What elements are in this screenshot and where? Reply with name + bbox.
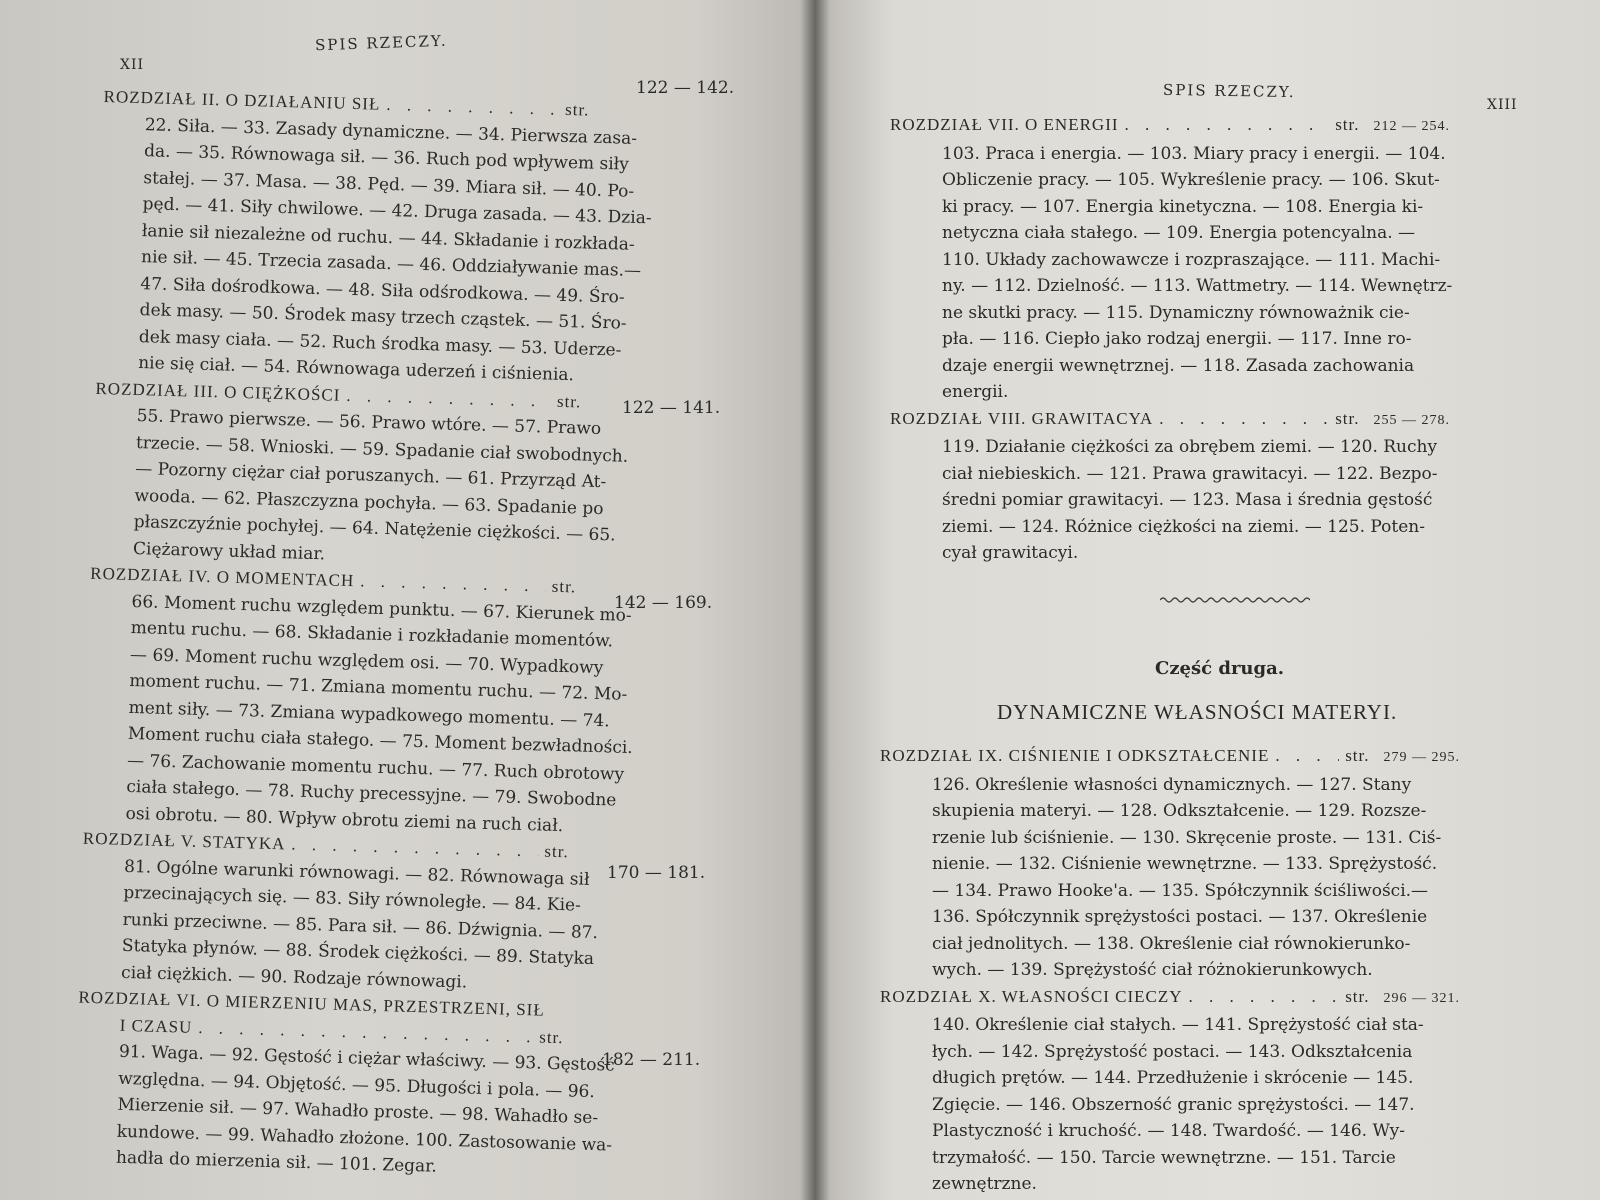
- toc-line: 140. Określenie ciał stałych. — 141. Sprężystość ciał sta-: [932, 1015, 1424, 1035]
- running-head: SPIS RZECZY.: [1162, 80, 1296, 102]
- toc-line: ziemi. — 124. Różnice ciężkości na ziemi. — 125. Poten-: [942, 516, 1425, 537]
- toc-line: 55. Prawo pierwsze. — 56. Prawo wtóre. — 57. Prawo: [136, 406, 602, 440]
- toc-line: ment siły. — 73. Zmiana wypadkowego momentu. — 74.: [128, 697, 610, 731]
- toc-line: łych. — 142. Sprężystość postaci. — 143. Odkształcenia: [932, 1041, 1413, 1062]
- chapter-heading: ROZDZIAŁ VI. O MIERZENIU MAS, PRZESTRZENI, SIŁ: [78, 987, 545, 1020]
- toc-line: 126. Określenie własności dynamicznych. — 127. Stany: [932, 774, 1412, 795]
- toc-line: dzaje energii wewnętrznej. — 118. Zasada zachowania: [942, 355, 1415, 376]
- toc-line: względna. — 94. Objętość. — 95. Długości i pola. — 96.: [117, 1068, 596, 1102]
- book-gutter: [800, 0, 830, 1200]
- toc-line: — 134. Prawo Hooke'a. — 135. Spółczynnik ściśliwości.—: [932, 880, 1429, 901]
- toc-line: moment ruchu. — 71. Zmiana momentu ruchu. — 72. Mo-: [129, 670, 628, 705]
- toc-line: — Pozorny ciężar ciał poruszanych. — 61. Przyrząd At-: [134, 459, 607, 493]
- page-range: 142 — 169.: [614, 593, 713, 613]
- toc-line: energii.: [942, 382, 1009, 402]
- chapter-heading-cont: I CZASU . . . str.: [77, 1011, 578, 1051]
- toc-line: — 76. Zachowanie momentu ruchu. — 77. Ruch obrotowy: [126, 750, 625, 785]
- toc-line: osi obrotu. — 80. Wpływ obrotu ziemi na ruch ciał.: [125, 803, 564, 836]
- toc-line: netyczna ciała stałego. — 109. Energia potencyalna. —: [942, 223, 1416, 243]
- toc-line: Moment ruchu ciała stałego. — 75. Moment bezwładności.: [127, 723, 633, 759]
- toc-line: Plastyczność i kruchość. — 148. Twardość. — 146. Wy-: [932, 1121, 1405, 1141]
- toc-line: kundowe. — 99. Wahadło złożone. 100. Zastosowanie wa-: [116, 1121, 613, 1156]
- page-range: 279 — 295.: [1383, 750, 1460, 765]
- ornament-divider: [1160, 596, 1310, 604]
- chapter-heading: ROZDZIAŁ VII. O ENERGII . . . str. 212 — 254.: [890, 112, 1450, 141]
- toc-line: długich prętów. — 144. Przedłużenie i skrócenie — 145.: [932, 1068, 1414, 1088]
- toc-line: rzenie lub ściśnienie. — 130. Skręcenie proste. — 131. Ciś-: [932, 827, 1442, 848]
- toc-line: nie się ciał. — 54. Równowaga uderzeń i ciśnienia.: [137, 353, 575, 386]
- chapter-heading: ROZDZIAŁ V. STATYKA . . . str.: [83, 826, 584, 866]
- toc-line: dek masy ciała. — 52. Ruch środka masy. — 53. Uderze-: [138, 326, 622, 361]
- page-range: 182 — 211.: [602, 1050, 701, 1070]
- toc-line: Mierzenie sił. — 97. Wahadło proste. — 98. Wahadło se-: [117, 1094, 599, 1129]
- page-range: 255 — 278.: [1373, 412, 1450, 428]
- toc-line: 110. Układy zachowawcze i rozpraszające. — 111. Machi-: [942, 249, 1441, 270]
- page-number: XIII: [1487, 97, 1518, 113]
- toc-line: ne skutki pracy. — 115. Dynamiczny równoważnik cie-: [942, 302, 1410, 323]
- toc-line: zewnętrzne.: [932, 1174, 1037, 1194]
- toc-line: 103. Praca i energia. — 103. Miary pracy i energii. — 104.: [942, 143, 1446, 164]
- toc-line: 47. Siła dośrodkowa. — 48. Siła odśrodkowa. — 49. Śro-: [140, 273, 625, 308]
- chapter-heading: ROZDZIAŁ III. O CIĘŻKOŚCI . . . str.: [95, 375, 596, 415]
- toc-line: 136. Spółczynnik sprężystości postaci. — 137. Określenie: [932, 907, 1428, 927]
- page-range: 122 — 141.: [622, 398, 721, 418]
- toc-line: średni pomiar grawitacyi. — 123. Masa i średnia gęstość: [942, 490, 1433, 510]
- part-title: DYNAMICZNE WŁASNOŚCI MATERYI.: [997, 700, 1398, 724]
- chapter-heading: ROZDZIAŁ IV. O MOMENTACH . . . str.: [90, 561, 591, 601]
- page-range: 122 — 142.: [636, 78, 735, 98]
- toc-line: mentu ruchu. — 68. Składanie i rozkładanie momentów.: [130, 617, 614, 652]
- toc-line: stałej. — 37. Masa. — 38. Pęd. — 39. Miara sił. — 40. Po-: [143, 167, 635, 202]
- toc-line: łanie sił niezależne od ruchu. — 44. Składanie i rozkłada-: [141, 220, 635, 255]
- toc-line: da. — 35. Równowaga sił. — 36. Ruch pod wpływem siły: [143, 141, 630, 175]
- toc-line: skupienia materyi. — 128. Odkształcenie. — 129. Rozsze-: [932, 801, 1427, 821]
- part-label: Część druga.: [1155, 658, 1285, 679]
- running-head: SPIS RZECZY.: [314, 31, 448, 55]
- toc-line: 91. Waga. — 92. Gęstość i ciężar właściwy. — 93. Gęstość: [118, 1041, 615, 1076]
- toc-line: Statyka płynów. — 88. Środek ciężkości. — 89. Statyka: [121, 935, 595, 970]
- toc-line: dek masy. — 50. Środek masy trzech cząstek. — 51. Śro-: [139, 300, 627, 334]
- toc-line: cyał grawitacyi.: [942, 543, 1079, 563]
- chapter-heading: ROZDZIAŁ X. WŁASNOŚCI CIECZY . . . str. 296 — 321.: [880, 984, 1460, 1013]
- toc-line: ny. — 112. Dzielność. — 113. Wattmetry. — 114. Wewnętrz-: [942, 276, 1453, 296]
- toc-line: nie sił. — 45. Trzecia zasada. — 46. Oddziaływanie mas.—: [140, 247, 642, 282]
- toc-line: ciał jednolitych. — 138. Określenie ciał równokierunko-: [932, 933, 1411, 954]
- toc-line: 66. Moment ruchu względem punktu. — 67. Kierunek mo-: [131, 591, 632, 626]
- toc-line: Obliczenie pracy. — 105. Wykreślenie pracy. — 106. Skut-: [942, 170, 1440, 190]
- toc-line: — 69. Moment ruchu względem osi. — 70. Wypadkowy: [129, 644, 604, 678]
- toc-line: ki pracy. — 107. Energia kinetyczna. — 108. Energia ki-: [942, 196, 1424, 217]
- toc-line: Zgięcie. — 146. Obszerność granic sprężystości. — 147.: [932, 1094, 1415, 1115]
- toc-line: hadła do mierzenia sił. — 101. Zegar.: [115, 1147, 438, 1177]
- toc-line: pła. — 116. Ciepło jako rodzaj energii. — 117. Inne ro-: [942, 329, 1412, 349]
- toc-line: przecinających się. — 83. Siły równoległe. — 84. Kie-: [123, 882, 582, 916]
- page-number: XII: [120, 57, 145, 73]
- toc-line: pęd. — 41. Siły chwilowe. — 42. Druga zasada. — 43. Dzia-: [142, 194, 652, 229]
- toc-line: 22. Siła. — 33. Zasady dynamiczne. — 34. Pierwsza zasa-: [144, 114, 638, 149]
- toc-line: wych. — 139. Sprężystość ciał różnokierunkowych.: [932, 960, 1373, 980]
- toc-line: nienie. — 132. Ciśnienie wewnętrzne. — 133. Sprężystość.: [932, 854, 1438, 874]
- toc-line: ciała stałego. — 78. Ruchy precessyjne. — 79. Swobodne: [126, 776, 617, 811]
- toc-line: Ciężarowy układ miar.: [132, 538, 326, 564]
- toc-line: 81. Ogólne warunki równowagi. — 82. Równowaga sił: [123, 856, 590, 890]
- toc-line: ciał ciężkich. — 90. Rodzaje równowagi.: [120, 962, 468, 992]
- chapter-heading: ROZDZIAŁ IX. CIŚNIENIE I ODKSZTAŁCENIE . . . str. 279 — 295.: [880, 743, 1460, 772]
- toc-line: trzymałość. — 150. Tarcie wewnętrzne. — 151. Tarcie: [932, 1147, 1396, 1168]
- toc-right-top: [890, 112, 1453, 567]
- toc-line: ciał niebieskich. — 121. Prawa grawitacyi. — 122. Bezpo-: [942, 463, 1438, 484]
- toc-line: runki przeciwne. — 85. Para sił. — 86. Dźwignia. — 87.: [122, 909, 599, 943]
- right-page: [815, 0, 1600, 1200]
- chapter-heading: ROZDZIAŁ VIII. GRAWITACYA . . . str. 255 — 278.: [890, 406, 1450, 435]
- toc-line: wooda. — 62. Płaszczyzna pochyła. — 63. Spadanie po: [134, 485, 604, 519]
- chapter-heading: ROZDZIAŁ II. O DZIAŁANIU SIŁ . . . str.: [103, 84, 604, 124]
- toc-line: 119. Działanie ciężkości za obrębem ziemi. — 120. Ruchy: [942, 437, 1438, 457]
- toc-right-bottom: [880, 743, 1460, 1198]
- toc-line: trzecie. — 58. Wnioski. — 59. Spadanie ciał swobodnych.: [135, 432, 629, 467]
- page-range: 170 — 181.: [607, 863, 706, 883]
- toc-line: płaszczyźnie pochyłej. — 64. Natężenie ciężkości. — 65.: [133, 512, 616, 546]
- page-range: 212 — 254.: [1373, 119, 1450, 134]
- page-range: 296 — 321.: [1383, 990, 1460, 1006]
